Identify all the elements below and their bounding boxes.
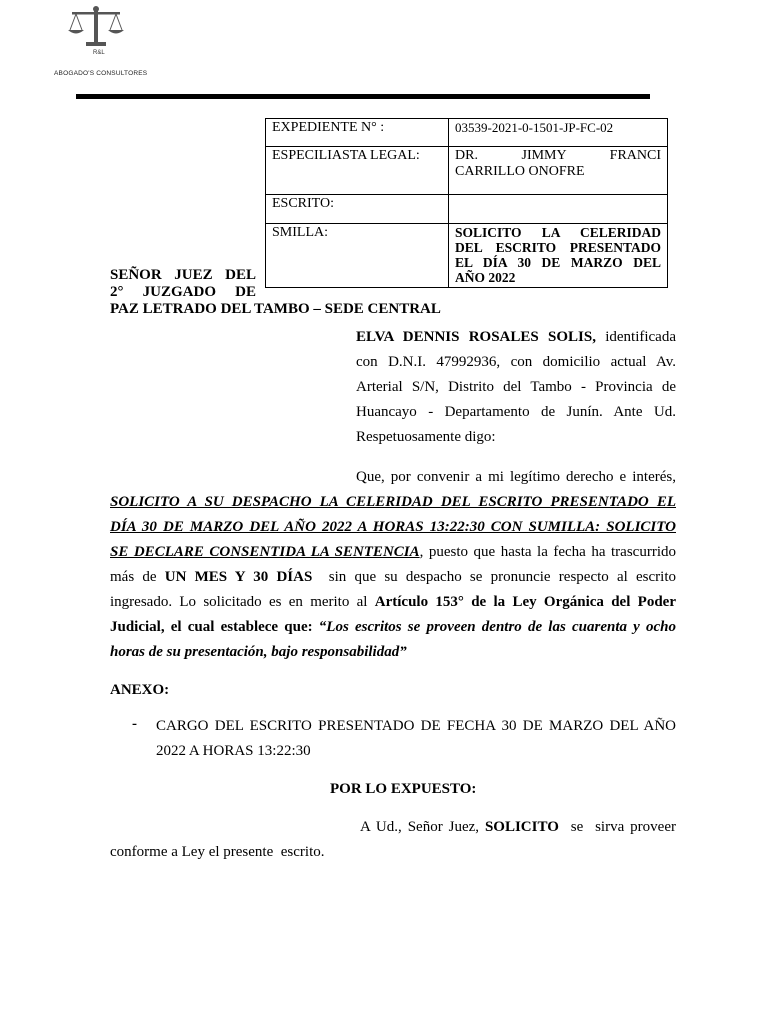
closing-line [110,815,676,840]
intro-line: Huancayo - Departamento de Junín. Ante Ud. [356,404,676,420]
expediente-value: 03539-2021-0-1501-JP-FC-02 [449,119,668,147]
annex-line: CARGO DEL ESCRITO PRESENTADO DE FECHA 30 DE MARZO DEL AÑO [156,718,676,734]
addressee-line: PAZ LETRADO DEL TAMBO – SEDE CENTRAL [110,301,441,317]
bullet-dash: - [132,716,137,732]
expediente-label: EXPEDIENTE N° : [266,119,449,147]
request-text: SE DECLARE CONSENTIDA LA SENTENCIA [110,544,420,560]
request-line [110,540,676,565]
closing-text: se sirva proveer [558,819,676,835]
logo-initials: R&L [93,50,105,56]
petitioner-name: ELVA DENNIS ROSALES SOLIS, [356,329,596,345]
especialista-value [449,147,668,195]
intro-text: identificada [595,329,676,345]
request-paragraph [110,490,676,665]
annex-heading: ANEXO: [110,682,170,698]
especialista-label: ESPECILIASTA LEGAL: [266,147,449,195]
intro-line: con D.N.I. 47992936, con domicilio actual Av. [356,354,676,370]
request-line [110,565,676,590]
smilla-line: AÑO 2022 [455,270,516,285]
request-line [110,590,676,615]
case-info-table [265,118,668,288]
article-reference: Artículo 153° de la Ley Orgánica del Poder [374,594,676,610]
quote-text: horas de su presentación, bajo responsabilidad” [110,644,407,660]
addressee [110,267,441,318]
petitioner-intro [356,325,676,450]
intro-line [356,325,676,350]
duration-text: UN MES Y 30 DÍAS [164,569,313,585]
request-line [110,615,676,640]
header-rule [76,94,650,99]
table-row [266,119,668,147]
closing-heading: POR LO EXPUESTO: [330,781,477,797]
request-line: SOLICITO A SU DESPACHO LA CELERIDAD DEL ESCRITO PRESENTADO EL [110,494,676,510]
especialista-value-line2: CARRILLO ONOFRE [455,164,585,179]
closing-text: A Ud., Señor Juez, [360,819,485,835]
opening-line: Que, por convenir a mi legítimo derecho e interés, [356,469,676,485]
smilla-label: SMILLA: [266,224,449,288]
intro-line: Arterial S/N, Distrito del Tambo - Provincia de [356,379,676,395]
request-line: DÍA 30 DE MARZO DEL AÑO 2022 A HORAS 13:22:30 CON SUMILLA: SOLICITO [110,519,676,535]
table-row [266,147,668,195]
smilla-value [449,224,668,288]
scales-of-justice-logo-icon [66,4,128,48]
smilla-line: DEL ESCRITO PRESENTADO [455,240,661,255]
especialista-value-line1: DR. JIMMY FRANCI [455,148,661,163]
closing-paragraph [110,815,676,865]
intro-line: Respetuosamente digo: [356,429,496,445]
table-row [266,195,668,224]
firm-name: ABOGADO'S CONSULTORES [54,70,148,77]
solicito-text: SOLICITO [484,819,559,835]
smilla-line: SOLICITO LA CELERIDAD [455,225,661,240]
addressee-line: SEÑOR JUEZ DEL [110,267,256,283]
article-reference: Judicial, el cual establece que: [110,619,319,635]
escrito-value [449,195,668,224]
smilla-line: EL DÍA 30 DE MARZO DEL [455,255,661,270]
annex-line: 2022 A HORAS 13:22:30 [156,743,311,759]
request-text: sin que su despacho se pronuncie respecto al escrito [312,569,676,585]
annex-item [156,714,676,764]
request-text: , puesto que hasta la fecha ha trascurrido [419,544,676,560]
escrito-label: ESCRITO: [266,195,449,224]
addressee-line: 2° JUZGADO DE [110,284,256,300]
request-text: ingresado. Lo solicitado es en merito al [110,594,375,610]
quote-text: “Los escritos se proveen dentro de las cuarenta y ocho [318,619,676,635]
closing-line: conforme a Ley el presente escrito. [110,844,325,860]
request-text: más de [110,569,165,585]
